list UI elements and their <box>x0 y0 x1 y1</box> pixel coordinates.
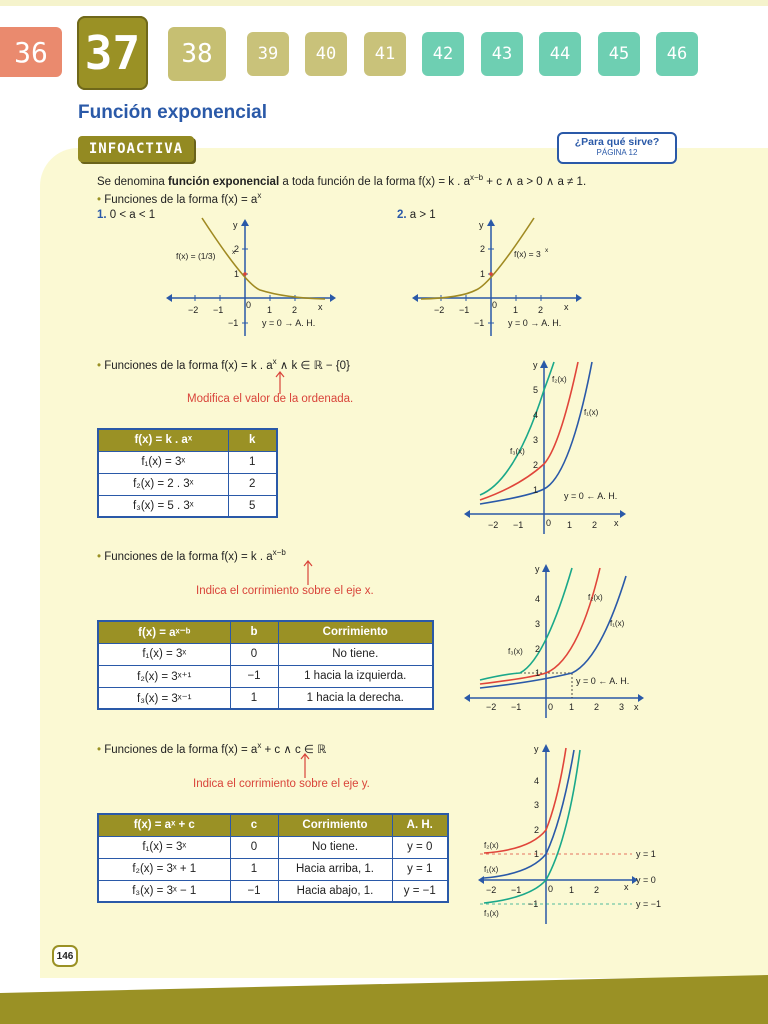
xtick: −1 <box>511 885 522 895</box>
definition-part3: + c ∧ a > 0 ∧ a ≠ 1. <box>483 175 587 188</box>
curve-f1 <box>480 576 626 688</box>
table-cell: 5 <box>228 495 277 517</box>
xtick: 0 <box>548 702 554 712</box>
curve-f3 <box>480 568 572 680</box>
ytick: 2 <box>234 244 240 254</box>
xtick: 2 <box>292 305 298 315</box>
x-axis-arrow-icon <box>166 294 172 302</box>
ytick: 1 <box>534 849 540 859</box>
forms-heading <box>97 191 261 206</box>
definition-text <box>97 173 586 188</box>
guide-line <box>516 673 572 698</box>
ytick: 3 <box>535 619 541 629</box>
xtick: −2 <box>488 520 499 530</box>
arrow-up-icon <box>299 752 311 778</box>
table-header: f(x) = aˣ + c <box>98 814 230 836</box>
table-row <box>98 880 448 902</box>
asymptote-label: y = 0 ← A. H. <box>564 491 618 501</box>
x-axis-label: x <box>318 302 323 312</box>
tab-44[interactable]: 44 <box>539 32 581 76</box>
ytick: 3 <box>534 800 540 810</box>
section-k-heading-exp: x <box>272 357 277 366</box>
table-cell: No tiene. <box>278 836 392 858</box>
table-cell: f₂(x) = 2 . 3ˣ <box>98 473 228 495</box>
section-c-heading-tail: + c ∧ c ∈ ℝ <box>261 743 327 756</box>
section-k-heading <box>97 357 350 372</box>
case1-label <box>97 209 155 221</box>
asymptote-label: y = 0 <box>636 875 656 885</box>
ytick: 1 <box>480 269 486 279</box>
arrow-up-icon <box>274 370 286 394</box>
y-axis-arrow-icon <box>542 744 550 752</box>
xtick: −1 <box>511 702 522 712</box>
bullet-icon: • <box>97 743 102 756</box>
xtick: 2 <box>594 702 600 712</box>
y-axis-label: y <box>479 220 484 230</box>
table-cell: f₁(x) = 3ˣ <box>98 451 228 473</box>
graph-c <box>470 740 680 926</box>
x-axis-label: x <box>634 702 639 712</box>
function-exp: x <box>232 249 236 256</box>
table-cell: y = 1 <box>392 858 448 880</box>
graph-k <box>460 356 630 536</box>
xtick: 2 <box>594 885 600 895</box>
x-axis-arrow-icon <box>620 510 626 518</box>
x-axis-arrow-icon <box>576 294 582 302</box>
section-b-heading-exp: x−b <box>272 548 286 557</box>
table-header: f(x) = k . aˣ <box>98 429 228 451</box>
table-header: c <box>230 814 278 836</box>
page-title: Función exponencial <box>78 102 267 123</box>
curve-label-f1: f₁(x) <box>584 408 599 417</box>
table-cell: f₂(x) = 3ˣ⁺¹ <box>98 665 230 687</box>
curve-label-f2: f₂(x) <box>588 593 603 602</box>
table-cell: 1 <box>230 687 278 709</box>
case1-text: 0 < a < 1 <box>109 209 156 221</box>
table-header: Corrimiento <box>278 621 433 643</box>
ytick: −1 <box>528 899 539 909</box>
table-c <box>97 813 449 903</box>
curve-label-f3: f₃(x) <box>484 909 499 918</box>
curve-one-third-x <box>202 218 325 299</box>
table-row <box>98 495 277 517</box>
section-b-note: Indica el corrimiento sobre el eje x. <box>196 585 374 597</box>
function-exp: x <box>545 247 549 254</box>
definition-exp: x−b <box>469 173 484 182</box>
case2-text: a > 1 <box>409 209 436 221</box>
x-axis-label: x <box>624 882 629 892</box>
tab-36[interactable]: 36 <box>0 27 62 77</box>
asymptote-label: y = 0 ← A. H. <box>576 676 630 686</box>
table-cell: −1 <box>230 665 278 687</box>
intercept-point <box>489 272 493 276</box>
definition-bold: función exponencial <box>167 175 280 188</box>
tab-45[interactable]: 45 <box>598 32 640 76</box>
table-row <box>98 643 433 665</box>
curve-f3 <box>480 362 554 495</box>
case1-num: 1. <box>97 209 107 221</box>
table-row <box>98 858 448 880</box>
x-axis-arrow-icon <box>478 876 484 884</box>
table-cell: 1 <box>228 451 277 473</box>
x-axis-arrow-icon <box>412 294 418 302</box>
tab-37-current[interactable]: 37 <box>77 16 148 90</box>
infoactiva-badge: INFOACTIVA <box>78 136 194 162</box>
xtick: 2 <box>538 305 544 315</box>
xtick: 1 <box>567 520 573 530</box>
curve-label-f1: f₁(x) <box>610 619 625 628</box>
graph-decreasing <box>160 214 340 340</box>
xtick: −1 <box>513 520 524 530</box>
table-cell: 2 <box>228 473 277 495</box>
y-axis-arrow-icon <box>487 219 495 226</box>
xtick: 1 <box>267 305 273 315</box>
xtick: −2 <box>434 305 445 315</box>
table-cell: y = −1 <box>392 880 448 902</box>
function-label: f(x) = 3 <box>514 249 541 259</box>
table-cell: Hacia arriba, 1. <box>278 858 392 880</box>
table-cell: y = 0 <box>392 836 448 858</box>
ytick: −1 <box>474 318 485 328</box>
y-axis-label: y <box>534 744 539 754</box>
table-row <box>98 665 433 687</box>
table-header: f(x) = aˣ⁻ᵇ <box>98 621 230 643</box>
section-k-heading-text: Funciones de la forma f(x) = k . a <box>104 359 273 372</box>
table-header: k <box>228 429 277 451</box>
tab-42[interactable]: 42 <box>422 32 464 76</box>
y-axis-arrow-icon <box>540 360 548 368</box>
ytick: 2 <box>480 244 486 254</box>
ytick: 4 <box>533 410 539 420</box>
bullet-icon: • <box>97 550 102 563</box>
asymptote-label: y = −1 <box>636 899 662 909</box>
ytick: 4 <box>535 594 541 604</box>
xtick: 1 <box>569 702 575 712</box>
table-cell: 0 <box>230 643 278 665</box>
para-que-sirve-page: PÁGINA 12 <box>596 148 638 157</box>
table-cell: f₁(x) = 3ˣ <box>98 643 230 665</box>
bullet-icon: • <box>97 193 102 206</box>
section-c-heading-exp: x <box>257 741 262 750</box>
tab-38[interactable]: 38 <box>168 27 226 81</box>
table-cell: −1 <box>230 880 278 902</box>
bullet-icon: • <box>97 359 102 372</box>
table-header: A. H. <box>392 814 448 836</box>
x-axis-arrow-icon <box>330 294 336 302</box>
section-b-heading-text: Funciones de la forma f(x) = k . a <box>104 550 273 563</box>
forms-label: Funciones de la forma f(x) = a <box>104 193 258 206</box>
curve-label-f2: f₂(x) <box>484 841 499 850</box>
definition-part2: a toda función de la forma f(x) = k . a <box>279 175 470 188</box>
xtick: 0 <box>548 884 554 894</box>
xtick: 0 <box>492 300 498 310</box>
ytick: 2 <box>533 460 539 470</box>
arrow-up-icon <box>302 559 314 585</box>
table-row <box>98 836 448 858</box>
curve-label-f2: f₂(x) <box>552 375 567 384</box>
table-cell: f₃(x) = 3ˣ − 1 <box>98 880 230 902</box>
xtick: −1 <box>213 305 224 315</box>
table-header: Corrimiento <box>278 814 392 836</box>
xtick: 1 <box>569 885 575 895</box>
ytick: −1 <box>228 318 239 328</box>
xtick: 3 <box>619 702 625 712</box>
section-c-heading <box>97 741 326 756</box>
curve-label-f1: f₁(x) <box>484 865 499 874</box>
ytick: 1 <box>533 485 539 495</box>
xtick: 2 <box>592 520 598 530</box>
tab-46[interactable]: 46 <box>656 32 698 76</box>
curve-f1 <box>484 750 574 878</box>
table-cell: f₁(x) = 3ˣ <box>98 836 230 858</box>
section-k-note: Modifica el valor de la ordenada. <box>187 393 354 405</box>
xtick: 1 <box>513 305 519 315</box>
table-cell: f₃(x) = 5 . 3ˣ <box>98 495 228 517</box>
ytick: 2 <box>535 644 541 654</box>
y-axis-label: y <box>233 220 238 230</box>
section-c-note: Indica el corrimiento sobre el eje y. <box>193 778 370 790</box>
para-que-sirve-label: ¿Para qué sirve? <box>574 136 660 148</box>
x-axis-arrow-icon <box>638 694 644 702</box>
xtick: −1 <box>459 305 470 315</box>
table-cell: f₃(x) = 3ˣ⁻¹ <box>98 687 230 709</box>
xtick: 0 <box>246 300 252 310</box>
table-cell: Hacia abajo, 1. <box>278 880 392 902</box>
table-row <box>98 451 277 473</box>
tab-40[interactable]: 40 <box>305 32 347 76</box>
table-b <box>97 620 434 710</box>
section-k-heading-tail: ∧ k ∈ ℝ − {0} <box>276 359 350 372</box>
table-cell: f₂(x) = 3ˣ + 1 <box>98 858 230 880</box>
xtick: −2 <box>188 305 199 315</box>
graph-b <box>460 560 650 720</box>
y-axis-label: y <box>533 360 538 370</box>
table-k <box>97 428 278 518</box>
x-axis-arrow-icon <box>464 694 470 702</box>
x-axis-label: x <box>564 302 569 312</box>
definition-part1: Se denomina <box>97 175 168 188</box>
asymptote-label: y = 0 → A. H. <box>262 318 316 328</box>
table-cell: No tiene. <box>278 643 433 665</box>
intercept-point <box>243 272 247 276</box>
xtick: −2 <box>486 885 497 895</box>
y-axis-arrow-icon <box>542 564 550 572</box>
ytick: 1 <box>234 269 240 279</box>
tab-43[interactable]: 43 <box>481 32 523 76</box>
tab-41[interactable]: 41 <box>364 32 406 76</box>
para-que-sirve-button[interactable] <box>557 132 677 164</box>
asymptote-label: y = 0 → A. H. <box>508 318 562 328</box>
ytick: 1 <box>535 668 541 678</box>
x-axis-label: x <box>614 518 619 528</box>
curve-label-f3: f₃(x) <box>510 447 525 456</box>
bottom-band <box>0 975 768 1024</box>
xtick: 0 <box>546 518 552 528</box>
x-axis-arrow-icon <box>464 510 470 518</box>
table-cell: 1 hacia la izquierda. <box>278 665 433 687</box>
table-cell: 0 <box>230 836 278 858</box>
ytick: 2 <box>534 825 540 835</box>
graph-increasing <box>406 214 586 340</box>
asymptote-label: y = 1 <box>636 849 656 859</box>
ytick: 3 <box>533 435 539 445</box>
ytick: 4 <box>534 776 540 786</box>
y-axis-label: y <box>535 564 540 574</box>
curve-label-f3: f₃(x) <box>508 647 523 656</box>
section-b-heading <box>97 548 286 563</box>
page-number: 146 <box>52 945 78 967</box>
table-cell: 1 hacia la derecha. <box>278 687 433 709</box>
table-header: b <box>230 621 278 643</box>
forms-exp: x <box>257 191 262 200</box>
top-band <box>0 0 768 6</box>
section-c-heading-text: Funciones de la forma f(x) = a <box>104 743 258 756</box>
case2-num: 2. <box>397 209 407 221</box>
table-row <box>98 687 433 709</box>
table-row <box>98 473 277 495</box>
tab-39[interactable]: 39 <box>247 32 289 76</box>
table-cell: 1 <box>230 858 278 880</box>
y-axis-arrow-icon <box>241 219 249 226</box>
function-label: f(x) = (1/3) <box>176 251 216 261</box>
ytick: 5 <box>533 385 539 395</box>
xtick: −2 <box>486 702 497 712</box>
